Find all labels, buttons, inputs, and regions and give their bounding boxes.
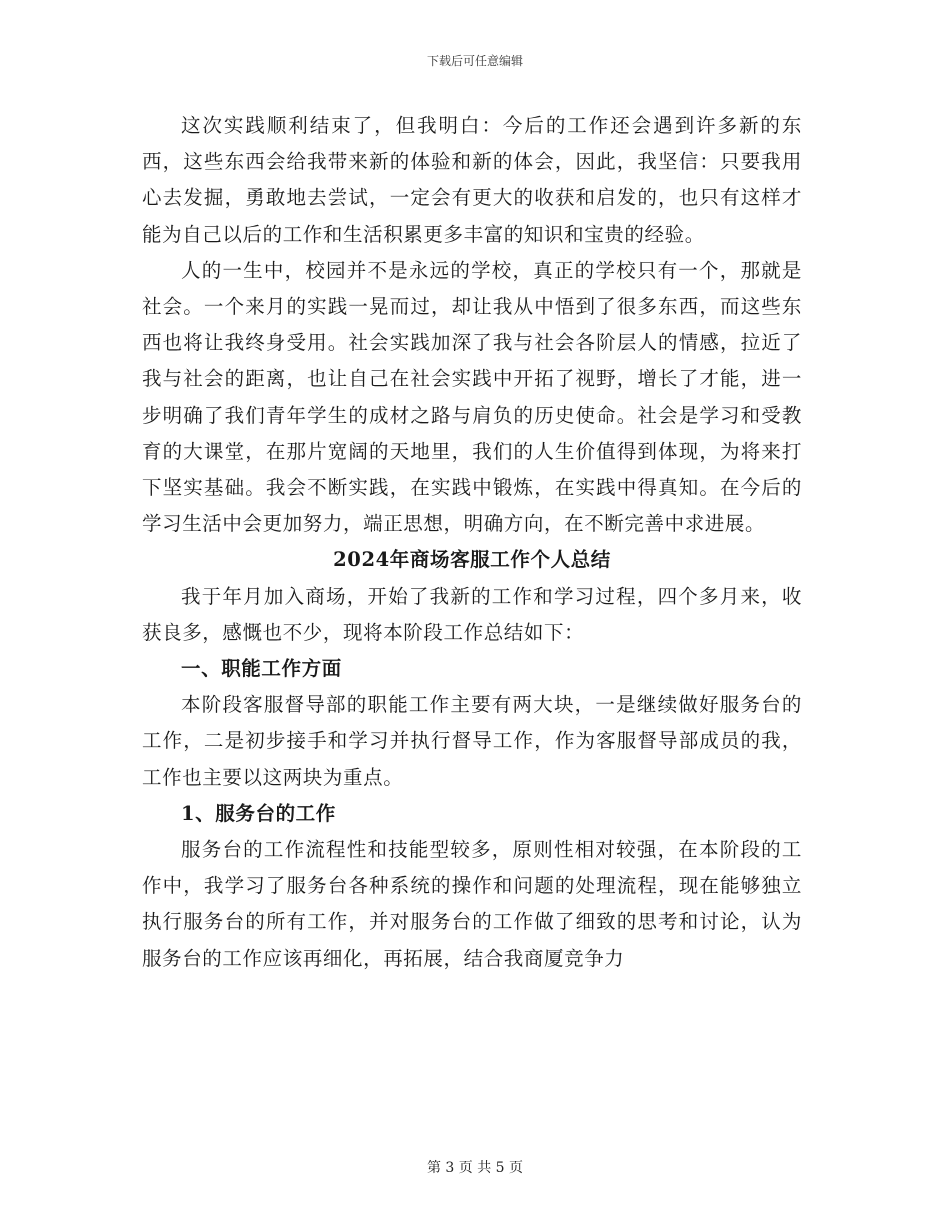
- paragraph-society-school: 人的一生中，校园并不是永远的学校，真正的学校只有一个，那就是社会。一个来月的实践一晃而过，却让我从中悟到了很多东西，而这些东西也将让我终身受用。社会实践加深了我与社会各阶层人的情感，拉近了我与社会的距离，也让自己在社会实践中开拓了视野，增长了才能，进一步明确了我们青年学生的成材之路与肩负的历史使命。社会是学习和受教育的大课堂，在那片宽阔的天地里，我们的人生价值得到体现，为将来打下坚实基础。我会不断实践，在实践中锻炼，在实践中得真知。在今后的学习生活中会更加努力，端正思想，明确方向，在不断完善中求进展。: [142, 258, 802, 536]
- section-heading-functional-work: 一、职能工作方面: [181, 657, 342, 681]
- subsection-heading-service-desk: 1、服务台的工作: [181, 801, 336, 825]
- paragraph-service-desk: 服务台的工作流程性和技能型较多，原则性相对较强，在本阶段的工作中，我学习了服务台各种系统的操作和问题的处理流程，现在能够独立执行服务台的所有工作，并对服务台的工作做了细致的思考和讨论，认为服务台的工作应该再细化，再拓展，结合我商厦竞争力: [142, 838, 802, 970]
- page-footer: 第 3 页 共 5 页: [426, 1160, 524, 1176]
- paragraph-practice-conclusion: 这次实践顺利结束了，但我明白：今后的工作还会遇到许多新的东西，这些东西会给我带来新的体验和新的体会，因此，我坚信：只要我用心去发掘，勇敢地去尝试，一定会有更大的收获和启发的，也只有这样才能为自己以后的工作和生活积累更多丰富的知识和宝贵的经验。: [142, 114, 802, 246]
- page-header: 下载后可任意编辑: [426, 54, 523, 68]
- document-body: [142, 108, 802, 977]
- paragraph-functional-work: 本阶段客服督导部的职能工作主要有两大块，一是继续做好服务台的工作，二是初步接手和学习并执行督导工作，作为客服督导部成员的我，工作也主要以这两块为重点。: [142, 693, 802, 789]
- document-title: 2024年商场客服工作个人总结: [333, 548, 611, 572]
- paragraph-intro: 我于年月加入商场，开始了我新的工作和学习过程，四个多月来，收获良多，感慨也不少，现将本阶段工作总结如下：: [142, 584, 802, 644]
